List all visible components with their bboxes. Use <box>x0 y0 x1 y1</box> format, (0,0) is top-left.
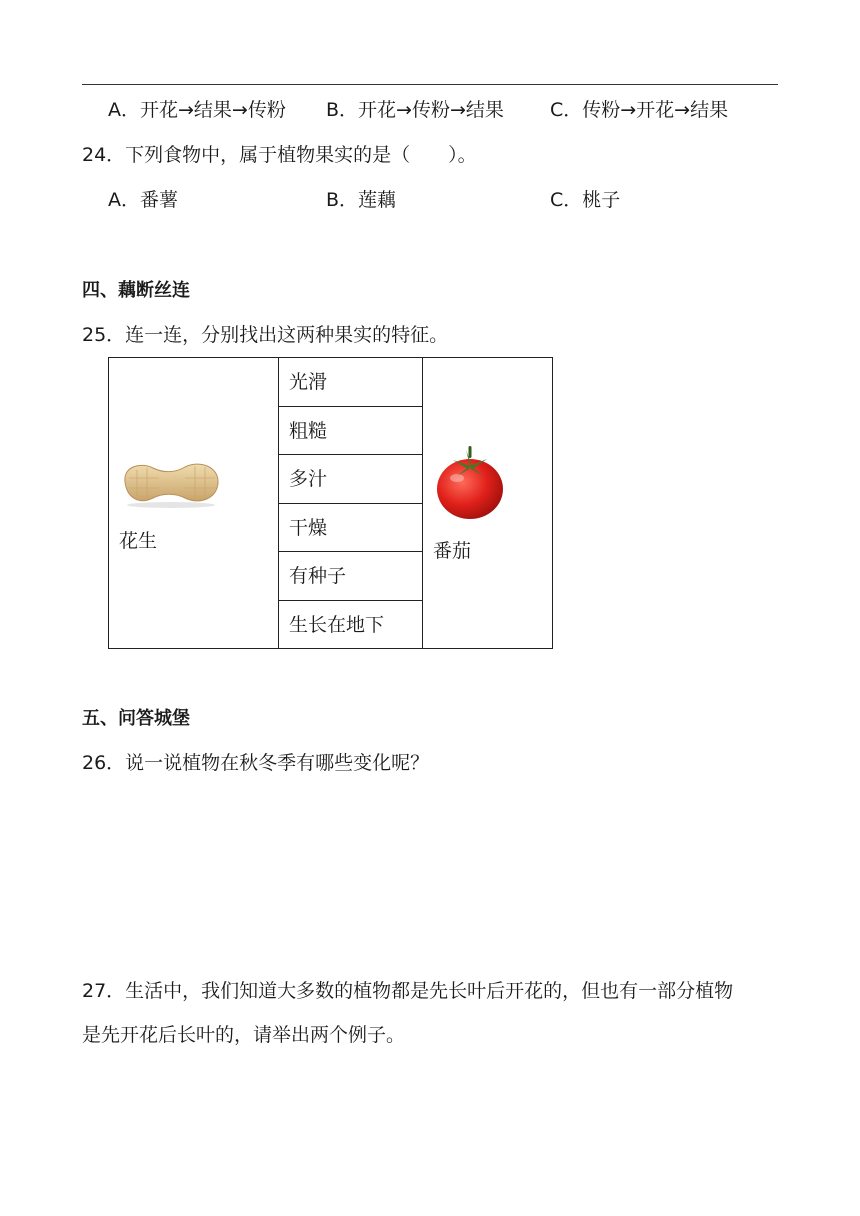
q26-answer-area[interactable] <box>82 785 778 955</box>
q23-option-b[interactable]: B．开花→传粉→结果 <box>326 99 504 121</box>
q27-line-1: 27．生活中，我们知道大多数的植物都是先长叶后开花的，但也有一部分植物 <box>82 980 734 1002</box>
feature-has-seeds[interactable]: 有种子 <box>279 552 422 601</box>
feature-grows-underground[interactable]: 生长在地下 <box>289 613 385 636</box>
q27-answer-area[interactable] <box>82 1056 778 1196</box>
top-divider <box>82 84 778 85</box>
matching-table <box>108 357 553 649</box>
peanut-label: 花生 <box>119 530 158 552</box>
q26-stem: 26．说一说植物在秋冬季有哪些变化呢？ <box>82 752 430 774</box>
feature-juicy[interactable]: 多汁 <box>279 455 422 504</box>
q24-option-b[interactable]: B．莲藕 <box>326 189 397 211</box>
peanut-cell[interactable] <box>109 358 279 648</box>
q23-option-c[interactable]: C．传粉→开花→结果 <box>550 99 729 121</box>
tomato-image <box>433 444 507 522</box>
q25-stem: 25．连一连，分别找出这两种果实的特征。 <box>82 324 449 346</box>
section-4-title: 四、藕断丝连 <box>82 280 190 301</box>
tomato-cell[interactable] <box>423 358 552 648</box>
q23-option-a[interactable]: A．开花→结果→传粉 <box>108 99 286 121</box>
feature-dry[interactable]: 干燥 <box>279 504 422 553</box>
q27-line-2: 是先开花后长叶的，请举出两个例子。 <box>82 1024 406 1046</box>
q24-option-c[interactable]: C．桃子 <box>550 189 621 211</box>
feature-column <box>279 358 423 648</box>
feature-smooth[interactable]: 光滑 <box>279 358 422 407</box>
section-5-title: 五、问答城堡 <box>82 708 190 729</box>
feature-rough[interactable]: 粗糙 <box>279 407 422 456</box>
tomato-label: 番茄 <box>433 540 472 562</box>
q24-stem: 24．下列食物中，属于植物果实的是（ ）。 <box>82 144 477 166</box>
q24-option-a[interactable]: A．番薯 <box>108 189 178 211</box>
peanut-image <box>119 456 223 508</box>
